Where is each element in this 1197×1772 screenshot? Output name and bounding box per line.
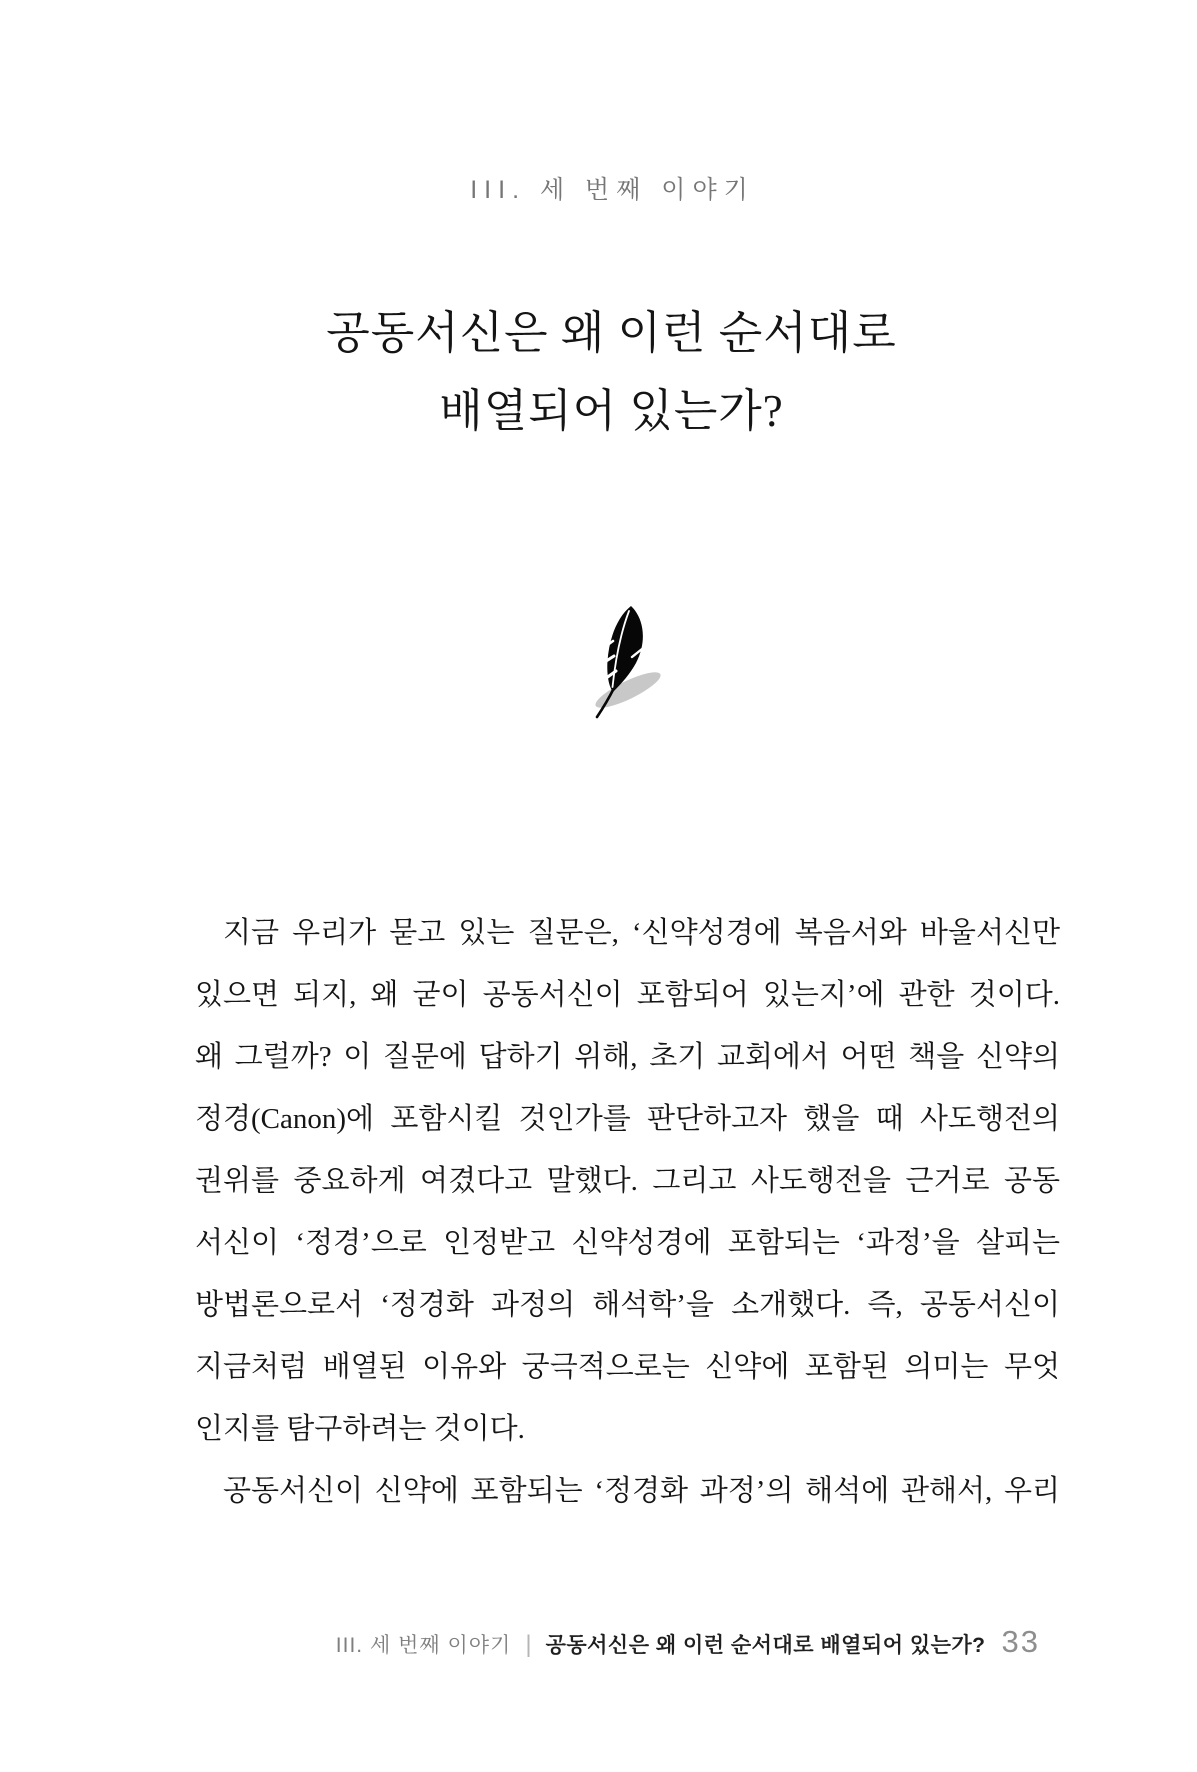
body-line: 서신이 ‘정경’으로 인정받고 신약성경에 포함되는 ‘과정’을 살피는 bbox=[195, 1227, 1060, 1259]
page-title bbox=[13, 294, 1197, 450]
page-number: 33 bbox=[1001, 1624, 1040, 1659]
page-title-line-1: 공동서신은 왜 이런 순서대로 bbox=[326, 308, 897, 358]
quill-feather-icon bbox=[569, 604, 665, 720]
page-title-line-2: 배열되어 있는가? bbox=[439, 386, 784, 436]
body-line: 인지를 탐구하려는 것이다. bbox=[195, 1413, 525, 1445]
footer-section-title: 공동서신은 왜 이런 순서대로 배열되어 있는가? bbox=[545, 1634, 986, 1657]
body-line: 왜 그럴까? 이 질문에 답하기 위해, 초기 교회에서 어떤 책을 신약의 bbox=[195, 1041, 1060, 1073]
chapter-heading: III. 세 번째 이야기 bbox=[470, 176, 755, 204]
body-line: 공동서신이 신약에 포함되는 ‘정경화 과정’의 해석에 관해서, 우리 bbox=[223, 1475, 1060, 1507]
page-footer bbox=[336, 1624, 1040, 1660]
body-line: 정경(Canon)에 포함시킬 것인가를 판단하고자 했을 때 사도행전의 bbox=[195, 1103, 1060, 1135]
body-line: 방법론으로서 ‘정경화 과정의 해석학’을 소개했다. 즉, 공동서신이 bbox=[195, 1289, 1060, 1321]
footer-chapter: III. 세 번째 이야기 bbox=[335, 1634, 512, 1657]
body-line: 지금 우리가 묻고 있는 질문은, ‘신약성경에 복음서와 바울서신만 bbox=[223, 917, 1060, 949]
footer-separator: | bbox=[525, 1631, 532, 1658]
body-line: 지금처럼 배열된 이유와 궁극적으로는 신약에 포함된 의미는 무엇 bbox=[195, 1351, 1060, 1383]
body-line: 있으면 되지, 왜 굳이 공동서신이 포함되어 있는지’에 관한 것이다. bbox=[195, 979, 1060, 1011]
body-text bbox=[195, 902, 1060, 1522]
ornament bbox=[569, 604, 665, 720]
body-line: 권위를 중요하게 여겼다고 말했다. 그리고 사도행전을 근거로 공동 bbox=[195, 1165, 1060, 1197]
